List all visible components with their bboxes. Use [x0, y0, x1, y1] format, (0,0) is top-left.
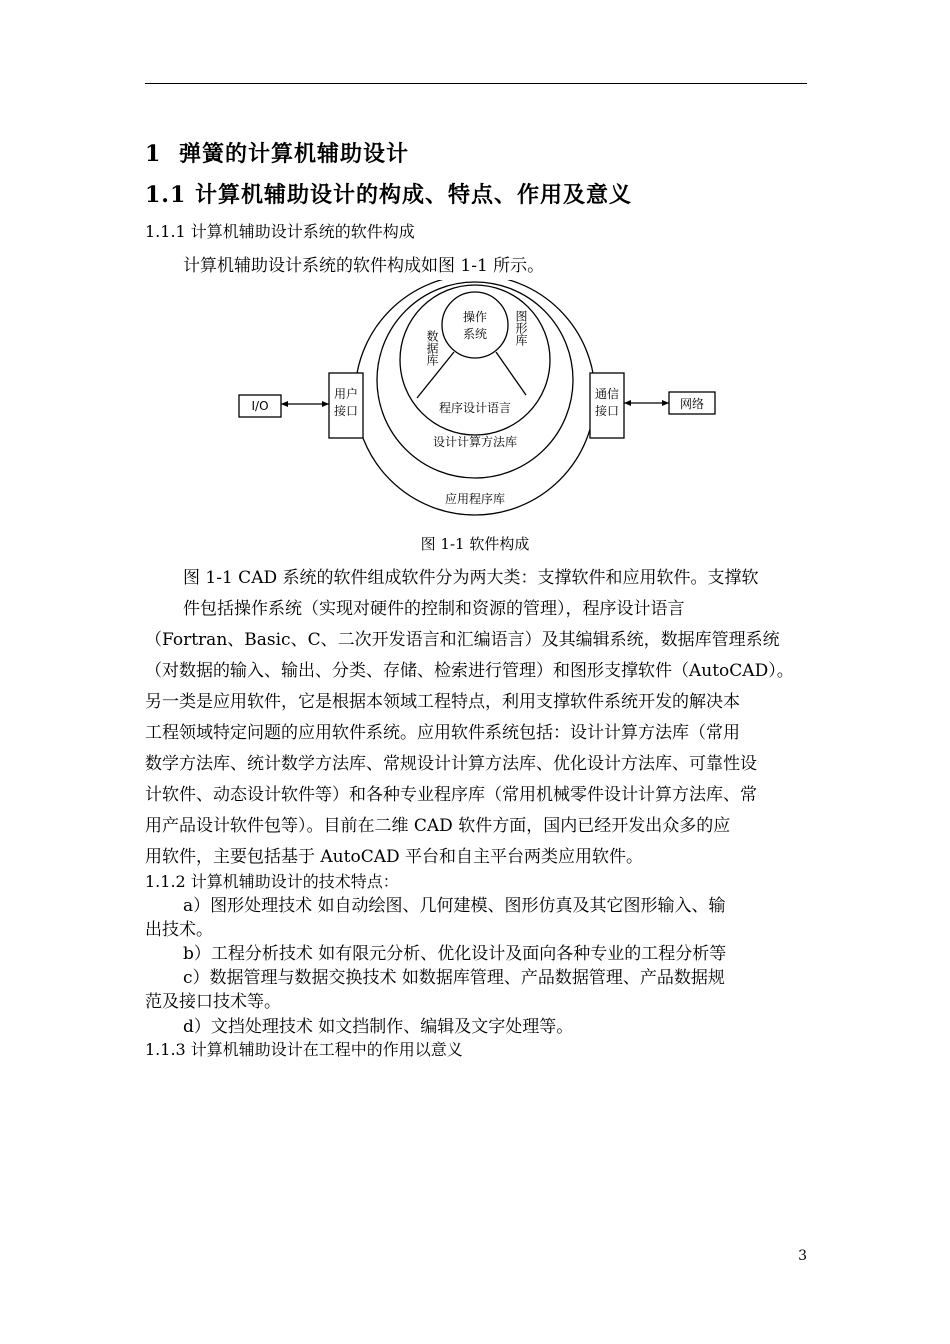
comm-interface-label-2: 接口	[594, 404, 620, 418]
paragraph-line: （Fortran、Basic、C、二次开发语言和汇编语言）及其编辑系统，数据库管理系统	[145, 630, 780, 650]
paragraph-line: 图 1-1 CAD 系统的软件组成软件分为两大类：支撑软件和应用软件。支撑软	[183, 568, 759, 588]
os-label-1: 操作	[462, 310, 488, 324]
feature-a-line-1: a）图形处理技术 如自动绘图、几何建模、图形仿真及其它图形输入、输	[183, 896, 726, 916]
page-number: 3	[798, 1248, 807, 1264]
arrow-head-icon	[662, 400, 669, 406]
figure-caption: 图 1-1 软件构成	[420, 535, 530, 553]
database-label: 数据库	[425, 330, 439, 366]
paragraph-line: 件包括操作系统（实现对硬件的控制和资源的管理），程序设计语言	[183, 599, 685, 619]
paragraph-line: 用产品设计软件包等）。目前在二维 CAD 软件方面，国内已经开发出众多的应	[145, 816, 731, 836]
network-label: 网络	[679, 397, 705, 411]
arrow-head-icon	[624, 400, 631, 406]
subsection-113-title: 1.1.3 计算机辅助设计在工程中的作用以意义	[145, 1040, 463, 1059]
header-rule	[145, 83, 807, 84]
user-interface-label-2: 接口	[333, 404, 359, 418]
paragraph-line: 另一类是应用软件，它是根据本领域工程特点，利用支撑软件系统开发的解决本	[145, 692, 740, 712]
paragraph-line: 数学方法库、统计数学方法库、常规设计计算方法库、优化设计方法库、可靠性设	[145, 754, 757, 774]
apps-label: 应用程序库	[444, 492, 506, 506]
comm-interface-label-1: 通信	[594, 387, 620, 401]
arrow-head-icon	[322, 401, 329, 407]
paragraph-line: 计软件、动态设计软件等）和各种专业程序库（常用机械零件设计计算方法库、常	[145, 785, 757, 805]
subsection-111-intro: 计算机辅助设计系统的软件构成如图 1-1 所示。	[183, 256, 545, 276]
divider-right	[496, 352, 526, 395]
paragraph-line: 工程领域特定问题的应用软件系统。应用软件系统包括：设计计算方法库（常用	[145, 723, 740, 743]
os-label-2: 系统	[462, 327, 488, 341]
subsection-111-title: 1.1.1 计算机辅助设计系统的软件构成	[145, 222, 415, 241]
chapter-number: 1	[145, 141, 162, 167]
feature-b: b）工程分析技术 如有限元分析、优化设计及面向各种专业的工程分析等	[183, 944, 727, 964]
section-number: 1.1	[145, 182, 187, 208]
chapter-heading	[145, 137, 409, 168]
methods-label: 设计计算方法库	[432, 435, 518, 449]
io-label: I/O	[251, 399, 269, 413]
chapter-title: 弹簧的计算机辅助设计	[179, 141, 410, 167]
section-title: 计算机辅助设计的构成、特点、作用及意义	[194, 182, 632, 208]
feature-c-line-2: 范及接口技术等。	[145, 992, 281, 1012]
paragraph-line: （对数据的输入、输出、分类、存储、检索进行管理）和图形支撑软件（AutoCAD）。	[145, 661, 794, 681]
lang-label: 程序设计语言	[438, 401, 512, 415]
feature-d: d）文挡处理技术 如文挡制作、编辑及文字处理等。	[183, 1017, 574, 1037]
feature-a-line-2: 出技术。	[145, 920, 213, 940]
graphics-label: 图形库	[514, 310, 528, 346]
arrow-head-icon	[281, 401, 288, 407]
paragraph-line: 用软件，主要包括基于 AutoCAD 平台和自主平台两类应用软件。	[145, 847, 644, 867]
user-interface-label-1: 用户	[333, 387, 359, 401]
section-heading	[145, 178, 632, 209]
feature-c-line-1: c）数据管理与数据交换技术 如数据库管理、产品数据管理、产品数据规	[183, 968, 725, 988]
software-structure-figure	[232, 280, 722, 520]
subsection-112-title: 1.1.2 计算机辅助设计的技术特点：	[145, 872, 399, 891]
os-ring	[442, 292, 508, 358]
